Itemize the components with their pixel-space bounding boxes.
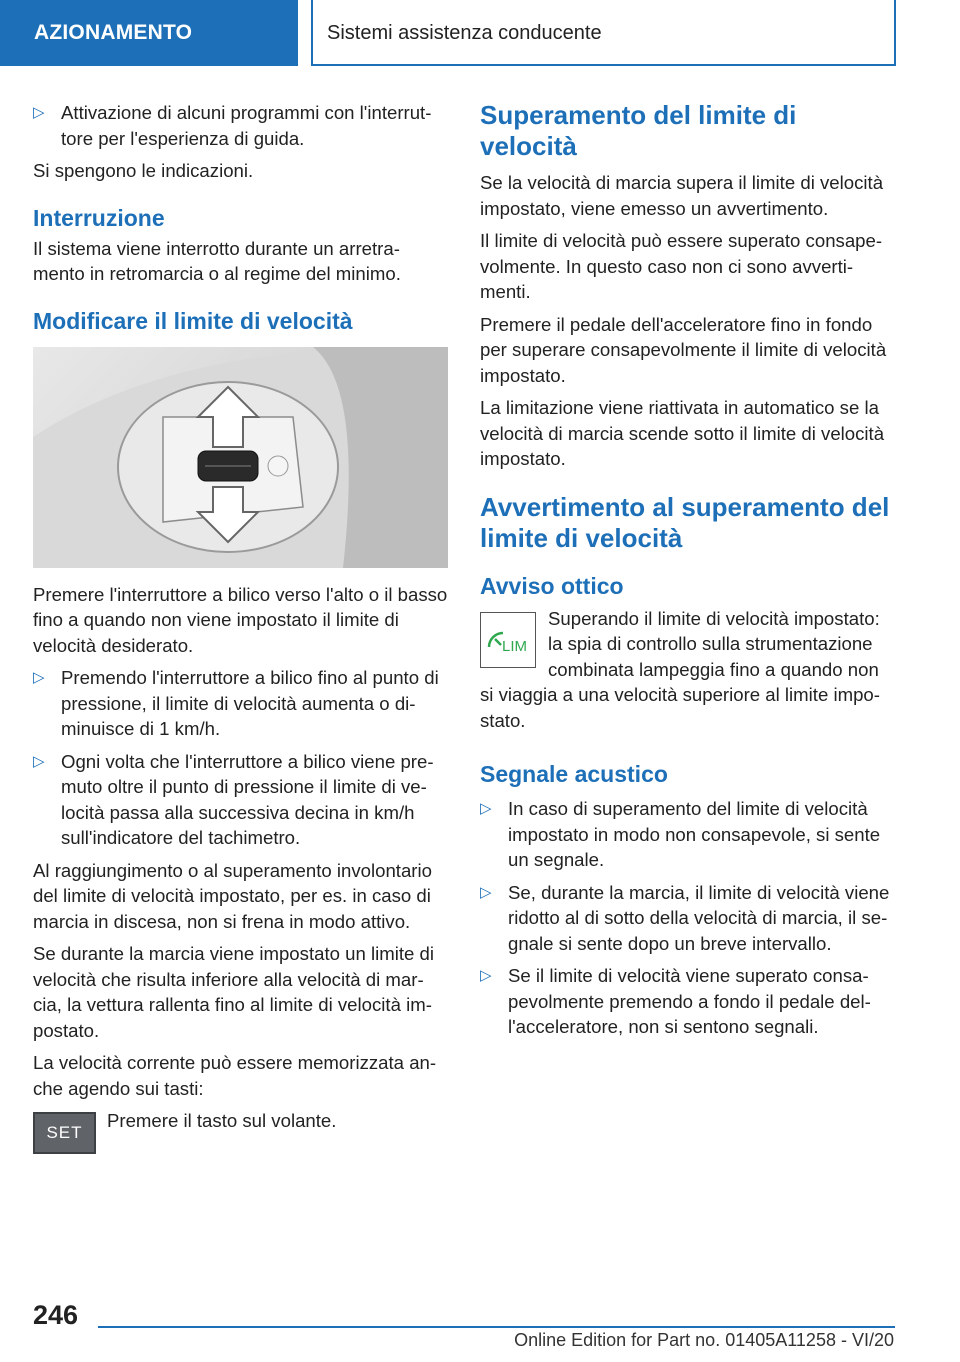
set-button-row [33,1108,448,1174]
speed-limit-warning-icon [480,612,536,668]
section-tab: AZIONAMENTO [0,0,298,66]
steering-wheel-photo [33,347,448,568]
steering-wheel-buttons-illustration [33,347,448,568]
page-header [0,0,960,68]
paragraph: Il sistema viene interrotto durante un arretra-mento in retromarcia o al regime del minimo. [33,237,401,284]
set-button-icon: SET [33,1112,96,1154]
triangle-bullet-icon: ▷ [33,104,45,121]
paragraph: Superando il limite di velocità impostato: la spia di controllo sulla strumentazione combinata lampeggia fino a quando non si viaggia a una velocità superiore al limite impo-stato. [480,607,880,731]
heading-modificare-limite: Modificare il limite di velocità [33,307,353,334]
right-column [480,100,896,1047]
heading-segnale-acustico: Segnale acustico [480,761,668,787]
list-item: ▷ Ogni volta che l'interruttore a bilico viene pre-muto oltre il punto di pressione il limite di ve-locità passa alla successiva decina in km/h sull'indicatore del tachimetro. [33,750,434,848]
lim-icon-label: LIM [502,637,528,655]
left-column [33,100,448,1182]
heading-interruzione: Interruzione [33,204,165,231]
triangle-bullet-icon: ▷ [480,883,492,901]
list-item: ▷ Se il limite di velocità viene superato consa-pevolmente premendo a fondo il pedale del-l'acceleratore, non si sentono segnali. [480,965,871,1037]
lim-warning-block [480,606,896,741]
page-number: 246 [33,1300,79,1330]
paragraph: Se la velocità di marcia supera il limite di velocità impostato, viene emesso un avvertimento. [480,172,884,219]
triangle-bullet-icon: ▷ [33,752,45,770]
list-item: ▷ Se, durante la marcia, il limite di velocità viene ridotto al di sotto della velocità di marcia, il se-gnale si sente dopo un breve intervallo. [480,881,890,954]
chapter-title: Sistemi assistenza conducente [311,0,896,66]
heading-avvertimento: Avvertimento al superamento del limite di velocità [480,491,890,553]
paragraph: Si spengono le indicazioni. [33,160,254,181]
paragraph: Premere il tasto sul volante. [107,1110,337,1131]
paragraph: Premere l'interruttore a bilico verso l'alto o il basso fino a quando non viene impostato il limite di velocità desiderato. [33,583,448,656]
list-item: ▷ Premendo l'interruttore a bilico fino al punto di pressione, il limite di velocità aumenta o di-minuisce di 1 km/h. [33,667,439,739]
paragraph: La limitazione viene riattivata in automatico se la velocità di marcia scende sotto il limite di velocità impostato. [480,397,885,469]
paragraph: La velocità corrente può essere memorizzata an-che agendo sui tasti: [33,1052,437,1099]
paragraph: Al raggiungimento o al superamento involontario del limite di velocità impostato, per es. in caso di marcia in discesa, non si frena in modo attivo. [33,859,432,932]
list-item: ▷ Attivazione di alcuni programmi con l'interrut-tore per l'esperienza di guida. [33,102,432,149]
edition-info: Online Edition for Part no. 01405A11258 - VI/20 [514,1330,894,1350]
paragraph: Se durante la marcia viene impostato un limite di velocità che risulta inferiore alla velocità di mar-cia, la vettura rallenta fino al limite di velocità im-postato. [33,943,435,1041]
triangle-bullet-icon: ▷ [33,669,45,686]
lim-gauge-icon [481,613,535,667]
list-item: ▷ In caso di superamento del limite di velocità impostato in modo non consapevole, si sente un segnale. [480,798,881,870]
paragraph: Il limite di velocità può essere superato consape-volmente. In questo caso non ci sono avverti-menti. [480,230,883,302]
heading-superamento-limite: Superamento del limite di velocità [480,100,797,161]
triangle-bullet-icon: ▷ [480,800,492,817]
triangle-bullet-icon: ▷ [480,967,492,984]
heading-avviso-ottico: Avviso ottico [480,572,624,599]
paragraph: Premere il pedale dell'acceleratore fino in fondo per superare consapevolmente il limite di velocità impostato. [480,313,887,386]
footer-divider [98,1326,895,1328]
